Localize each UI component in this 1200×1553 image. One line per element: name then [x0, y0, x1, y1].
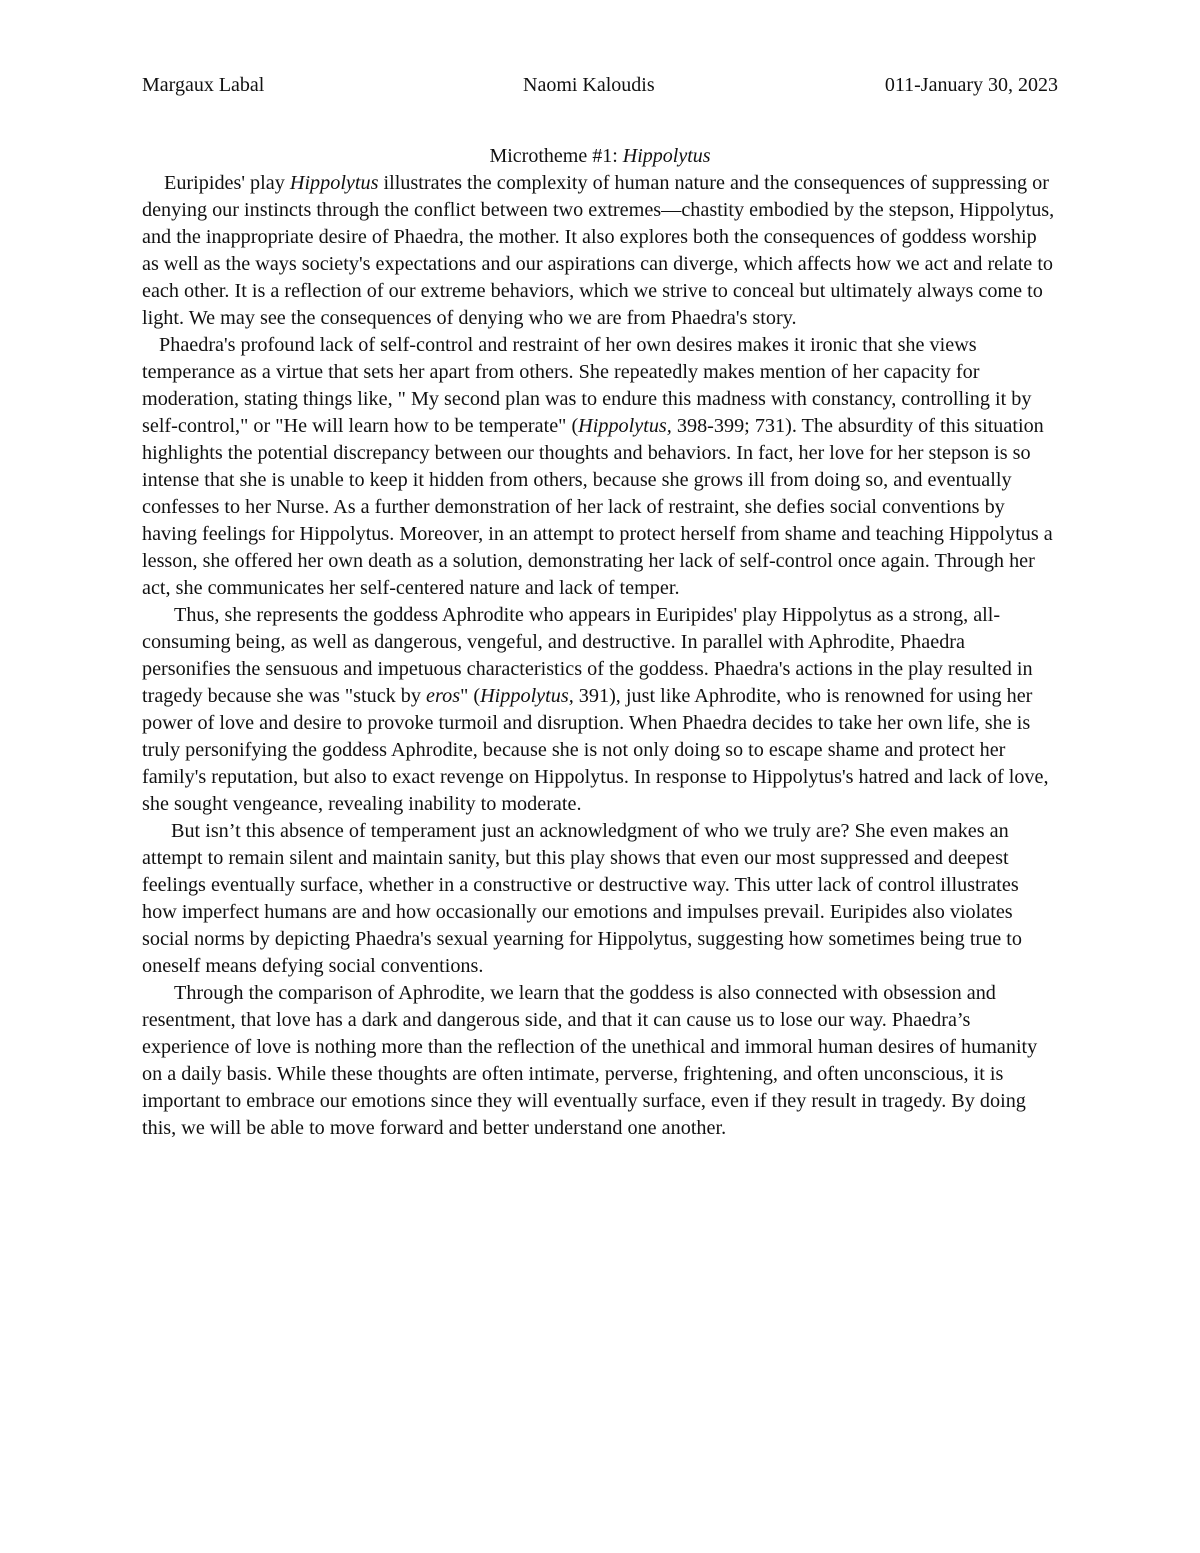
section-date: 011-January 30, 2023 — [884, 74, 1058, 96]
title-prefix: Microtheme #1: — [489, 145, 623, 167]
paragraph-3-text-2: " ( — [460, 685, 481, 707]
paragraph-3-italic-citation: Hippolytus, — [480, 685, 574, 707]
paragraph-3 — [142, 602, 1058, 818]
paragraph-3-italic-eros: eros — [426, 685, 461, 707]
paragraph-1-text-2: illustrates the complexity of human nature and the consequences of suppressing or denying our instincts through the conflict between two extremes—chastity embodied by the stepson, Hippolytus, and the inappropriate desire of Phaedra, the mother. It also explores both the consequences of goddess worship as well as the ways society's expectations and our aspirations can diverge, which affects how we act and relate to each other. It is a reflection of our extreme behaviors, which we strive to conceal but ultimately always come to light. We may see the consequences of denying who we are from Phaedra's story. — [142, 172, 1055, 329]
paragraph-1 — [142, 170, 1058, 332]
paragraph-2-text-2: 398-399; 731). The absurdity of this situation highlights the potential discrepancy between our thoughts and behaviors. In fact, her love for her stepson is so intense that she is unable to keep it hidden from others, because she grows ill from doing so, and eventually confesses to her Nurse. As a further demonstration of her lack of restraint, she defies social conventions by having feelings for Hippolytus. Moreover, in an attempt to protect herself from shame and teaching Hippolytus a lesson, she offered her own death as a solution, demonstrating her lack of self-control once again. Through her act, she communicates her self-centered nature and lack of temper. — [142, 415, 1053, 599]
paragraph-4 — [142, 818, 1058, 980]
paragraph-1-italic-title: Hippolytus — [289, 172, 379, 194]
paragraph-2-italic-citation: Hippolytus, — [578, 415, 672, 437]
student-name: Margaux Labal — [142, 74, 265, 96]
paragraph-5-text-1: Through the comparison of Aphrodite, we learn that the goddess is also connected with obsession and resentment, that love has a dark and dangerous side, and that it can cause us to lose our way. Phaedra’s experience of love is nothing more than the reflection of the unethical and immoral human desires of humanity on a daily basis. While these thoughts are often intimate, perverse, frightening, and often unconscious, it is important to embrace our emotions since they will eventually surface, even if they result in tragedy. By doing this, we will be able to move forward and better understand one another. — [142, 982, 1038, 1139]
paragraph-3-text-1: Thus, she represents the goddess Aphrodite who appears in Euripides' play Hippolytus as a strong, all-consuming being, as well as dangerous, vengeful, and destructive. In parallel with Aphrodite, Phaedra personifies the sensuous and impetuous characteristics of the goddess. Phaedra's actions in the play resulted in tragedy because she was "stuck by — [142, 604, 1033, 707]
paragraph-2 — [142, 332, 1058, 602]
document-title — [142, 143, 1058, 170]
page-header — [142, 70, 1058, 100]
essay-body — [142, 170, 1058, 1142]
paragraph-2-text-1: Phaedra's profound lack of self-control and restraint of her own desires makes it ironic that she views temperance as a virtue that sets her apart from others. She repeatedly makes mention of her capacity for moderation, stating things like, " My second plan was to endure this madness with constancy, controlling it by self-control," or "He will learn how to be temperate" ( — [142, 334, 1032, 437]
paragraph-5 — [142, 980, 1058, 1142]
paragraph-4-text-1: But isn’t this absence of temperament just an acknowledgment of who we truly are? She even makes an attempt to remain silent and maintain sanity, but this play shows that even our most suppressed and deepest feelings eventually surface, whether in a constructive or destructive way. This utter lack of control illustrates how imperfect humans are and how occasionally our emotions and impulses prevail. Euripides also violates social norms by depicting Phaedra's sexual yearning for Hippolytus, suggesting how sometimes being true to oneself means defying social conventions. — [142, 820, 1022, 977]
title-work: Hippolytus — [622, 145, 711, 167]
paragraph-1-text-1: Euripides' play — [164, 172, 290, 194]
instructor-name: Naomi Kaloudis — [523, 74, 655, 96]
paragraph-3-text-3: 391), just like Aphrodite, who is renowned for using her power of love and desire to provoke turmoil and disruption. When Phaedra decides to take her own life, she is truly personifying the goddess Aphrodite, because she is not only doing so to escape shame and protect her family's reputation, but also to exact revenge on Hippolytus. In response to Hippolytus's hatred and lack of love, she sought vengeance, revealing inability to moderate. — [142, 685, 1049, 815]
